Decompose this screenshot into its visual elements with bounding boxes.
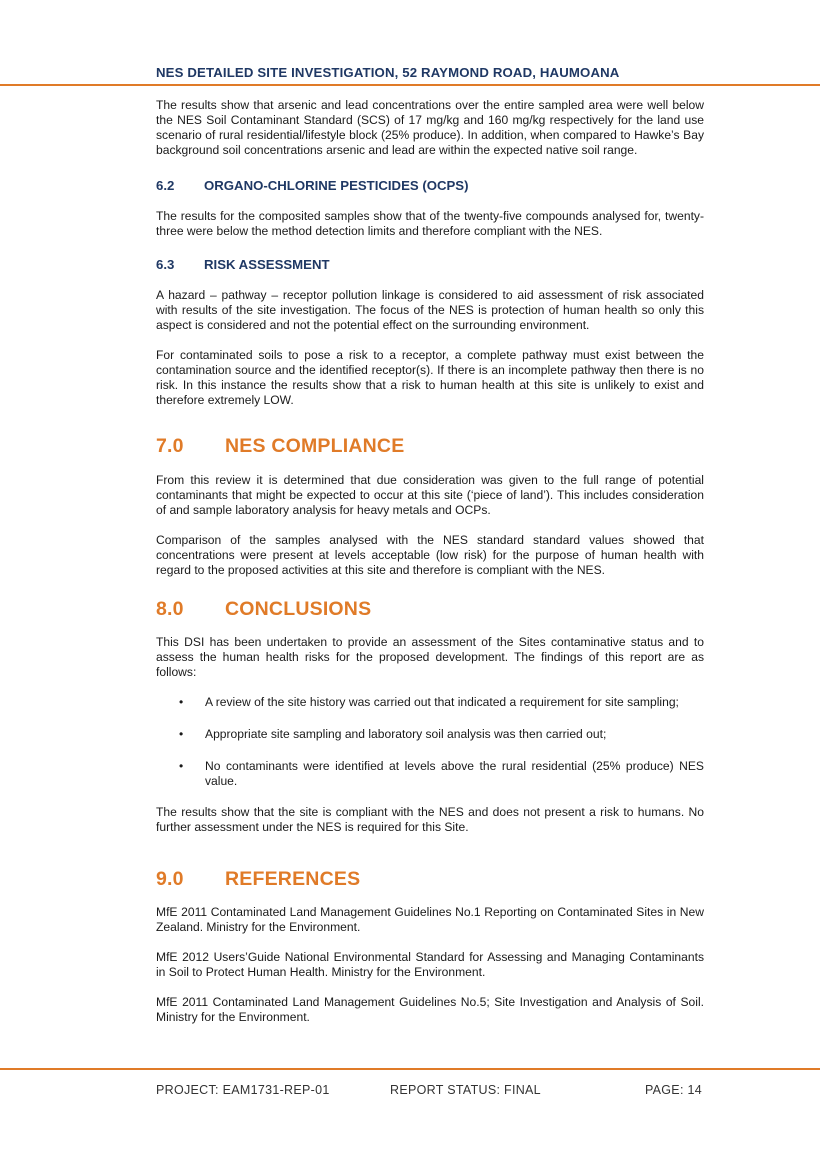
reference-item: MfE 2011 Contaminated Land Management Guidelines No.1 Reporting on Contaminated Sites in New Zealand. Ministry for the Environment. (156, 905, 704, 934)
page-header-title: NES DETAILED SITE INVESTIGATION, 52 RAYMOND ROAD, HAUMOANA (156, 65, 620, 80)
list-item-text: A review of the site history was carried out that indicated a requirement for site sampling; (205, 695, 679, 709)
section-7-heading (156, 435, 704, 458)
section-number: 8.0 (156, 598, 184, 620)
document-body (156, 98, 704, 1025)
list-item (156, 727, 704, 742)
section-8-closing: The results show that the site is compliant with the NES and does not present a risk to humans. No further assessment under the NES is required for this Site. (156, 805, 704, 834)
section-9-heading (156, 868, 704, 891)
section-6-2-heading (156, 178, 704, 193)
footer-divider (0, 1068, 820, 1070)
section-number: 9.0 (156, 868, 184, 890)
bullet-icon: • (179, 727, 184, 741)
section-title: CONCLUSIONS (225, 598, 372, 620)
list-item (156, 695, 704, 710)
section-number: 6.3 (156, 257, 175, 272)
section-number: 6.2 (156, 178, 175, 193)
section-8-intro: This DSI has been undertaken to provide an assessment of the Sites contaminative status and to assess the human health risks for the proposed development. The findings of this report are as follows: (156, 635, 704, 679)
section-title: RISK ASSESSMENT (204, 257, 330, 272)
list-item-text: Appropriate site sampling and laboratory soil analysis was then carried out; (205, 727, 607, 741)
section-7-paragraph-2: Comparison of the samples analysed with the NES standard standard values showed that concentrations were present at levels acceptable (low risk) for the purpose of human health with regard to the proposed activities at this site and therefore is compliant with the NES. (156, 533, 704, 577)
reference-item: MfE 2011 Contaminated Land Management Guidelines No.5; Site Investigation and Analysis of Soil. Ministry for the Environment. (156, 995, 704, 1024)
footer-project: PROJECT: EAM1731-REP-01 (156, 1083, 330, 1097)
section-number: 7.0 (156, 435, 184, 457)
section-8-heading (156, 598, 704, 621)
section-title: REFERENCES (225, 868, 361, 890)
section-7-paragraph-1: From this review it is determined that due consideration was given to the full range of potential contaminants that might be expected to occur at this site (‘piece of land’). This includes consideration of and sample laboratory analysis for heavy metals and OCPs. (156, 473, 704, 517)
section-title: ORGANO-CHLORINE PESTICIDES (OCPS) (204, 178, 469, 193)
list-item (156, 759, 704, 789)
list-item-text: No contaminants were identified at levels above the rural residential (25% produce) NES value. (205, 759, 704, 788)
page-footer (156, 1083, 702, 1101)
conclusions-list (156, 695, 704, 789)
reference-item: MfE 2012 Users’Guide National Environmental Standard for Assessing and Managing Contaminants in Soil to Protect Human Health. Ministry for the Environment. (156, 950, 704, 979)
footer-report-status: REPORT STATUS: FINAL (390, 1083, 541, 1097)
header-divider (0, 84, 820, 86)
section-6-3-paragraph-1: A hazard – pathway – receptor pollution linkage is considered to aid assessment of risk associated with results of the site investigation. The focus of the NES is protection of human health so only this aspect is considered and not the potential effect on the surrounding environment. (156, 288, 704, 332)
bullet-icon: • (179, 759, 184, 773)
section-title: NES COMPLIANCE (225, 435, 405, 457)
intro-paragraph: The results show that arsenic and lead concentrations over the entire sampled area were well below the NES Soil Contaminant Standard (SCS) of 17 mg/kg and 160 mg/kg respectively for the land use scenario of rural residential/lifestyle block (25% produce). In addition, when compared to Hawke’s Bay background soil concentrations arsenic and lead are within the expected native soil range. (156, 98, 704, 157)
footer-page-number: PAGE: 14 (644, 1083, 702, 1097)
section-6-3-paragraph-2: For contaminated soils to pose a risk to a receptor, a complete pathway must exist between the contamination source and the identified receptor(s). If there is an incomplete pathway then there is no risk. In this instance the results show that a risk to human health at this site is unlikely to exist and therefore extremely LOW. (156, 348, 704, 407)
bullet-icon: • (179, 695, 184, 709)
section-6-2-paragraph: The results for the composited samples show that of the twenty-five compounds analysed for, twenty-three were below the method detection limits and therefore compliant with the NES. (156, 209, 704, 238)
section-6-3-heading (156, 257, 704, 272)
